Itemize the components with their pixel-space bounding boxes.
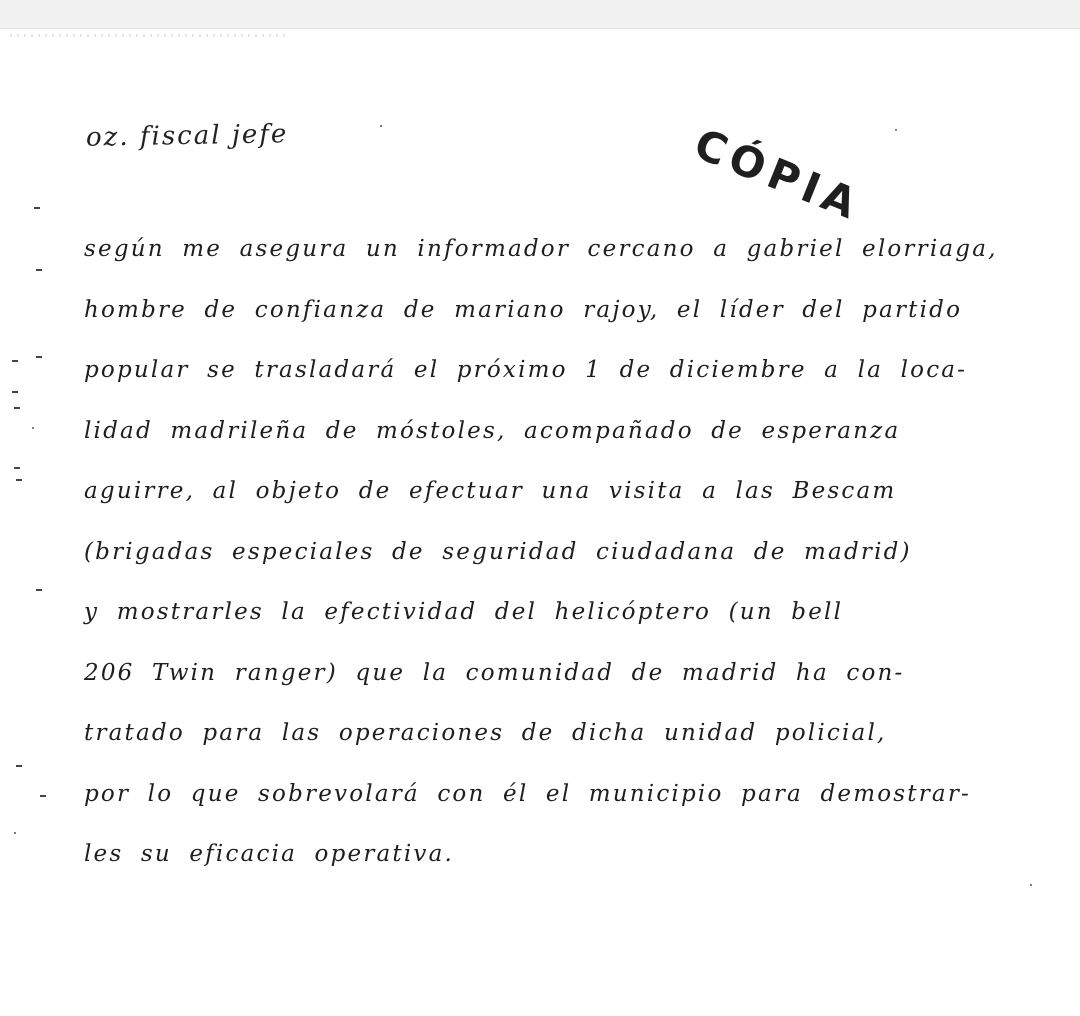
margin-mark (14, 407, 20, 409)
scan-speck (32, 427, 34, 429)
text-line: lidad madrileña de móstoles, acompañado de esperanza (84, 417, 901, 444)
copy-stamp: CÓPIA (687, 119, 869, 231)
margin-mark (34, 207, 40, 209)
margin-mark (12, 360, 18, 362)
scan-speck (895, 129, 897, 131)
scan-speck (14, 832, 16, 834)
text-line: según me asegura un informador cercano a gabriel elorriaga, (84, 236, 998, 262)
scanned-page (0, 29, 1080, 1016)
scan-speck (1030, 884, 1032, 886)
margin-mark (36, 589, 42, 591)
text-line: les su eficacia operativa. (84, 841, 455, 867)
text-line: hombre de confianza de mariano rajoy, el líder del partido (84, 296, 963, 323)
margin-mark (36, 269, 42, 271)
margin-mark (16, 765, 22, 767)
viewer-top-bar (0, 0, 1080, 29)
text-line: tratado para las operaciones de dicha unidad policial, (84, 720, 887, 746)
margin-mark (36, 356, 42, 358)
margin-mark (12, 391, 18, 393)
text-line: y mostrarles la efectividad del helicóptero (un bell (84, 599, 844, 625)
text-line: por lo que sobrevolará con él el municipio para demostrar- (84, 780, 971, 807)
text-line: popular se trasladará el próximo 1 de diciembre a la loca- (84, 357, 968, 383)
text-line: (brigadas especiales de seguridad ciudadana de madrid) (84, 538, 912, 565)
scan-speck (380, 125, 382, 127)
margin-mark (14, 467, 20, 469)
document-header: oz. fiscal jefe (85, 119, 289, 153)
text-line: 206 Twin ranger) que la comunidad de madrid ha con- (84, 659, 905, 686)
text-line: aguirre, al objeto de efectuar una visita a las Bescam (84, 478, 897, 504)
margin-mark (40, 795, 46, 797)
margin-mark (16, 479, 22, 481)
handwritten-body (84, 219, 1014, 885)
